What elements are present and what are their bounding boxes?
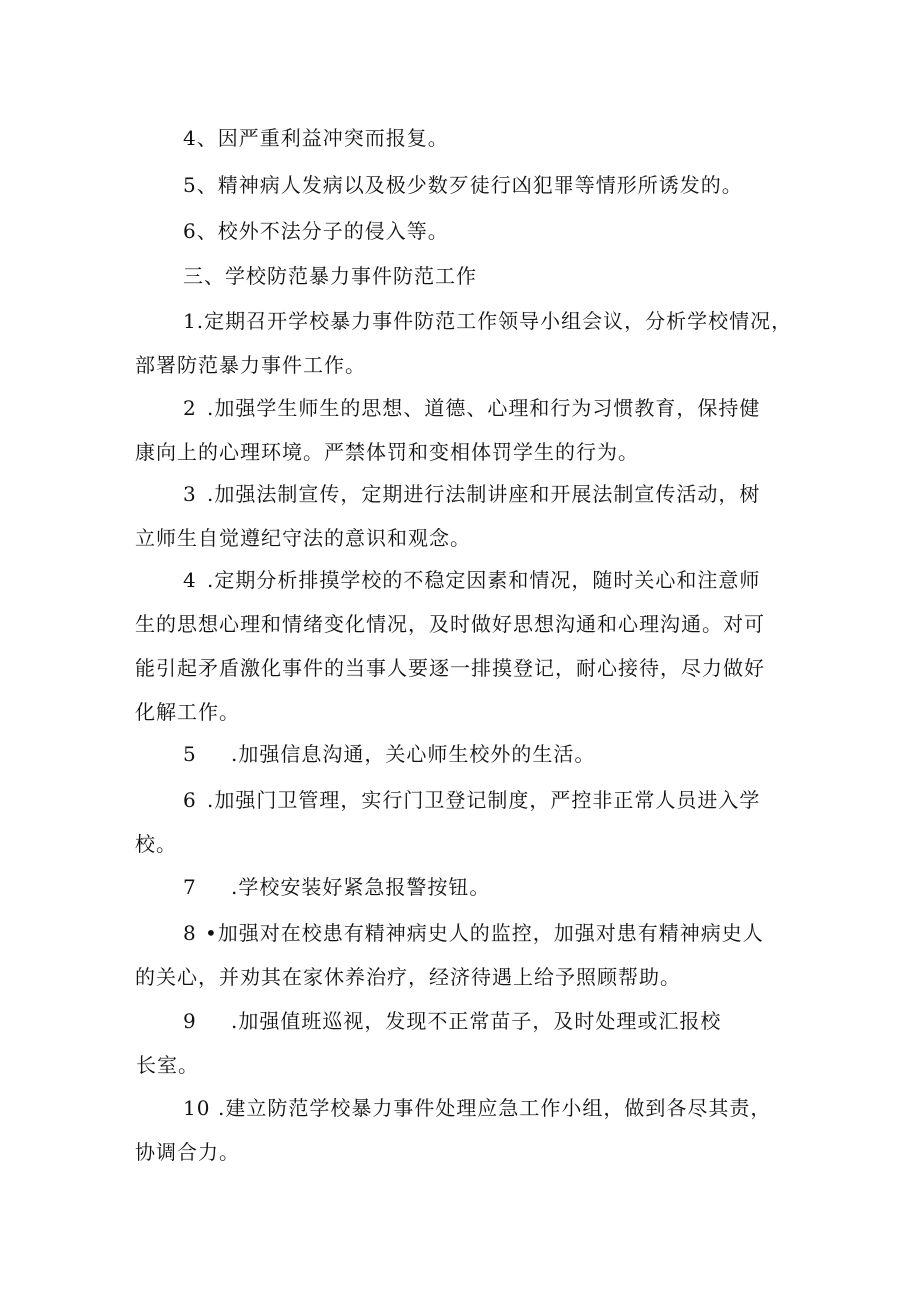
measure-line: 协调合力。: [135, 1140, 240, 1164]
measure-line: .加强值班巡视，发现不正常苗子，及时处理或汇报校: [231, 1009, 722, 1033]
section-title: 三、学校防范暴力事件防范工作: [183, 264, 477, 288]
measure-line: .加强学生师生的思想、道德、心理和行为习惯教育，保持健: [207, 396, 761, 420]
measure-line: 生的思想心理和情绪变化情况，及时做好思想沟通和心理沟通。对可: [135, 612, 765, 636]
measure-number: 6: [183, 788, 197, 812]
measure-line: 化解工作。: [135, 700, 240, 724]
measure-line: 长室。: [136, 1053, 199, 1077]
measure-line: .加强信息沟通，关心师生校外的生活。: [231, 742, 596, 766]
measure-number: 2: [183, 396, 197, 420]
measure-line: 的关心，并劝其在家休养治疗，经济待遇上给予照顾帮助。: [135, 965, 681, 989]
measure-line: .学校安装好紧急报警按钮。: [231, 875, 491, 899]
measure-number: 9: [183, 1009, 197, 1033]
measure-line: 校。: [135, 832, 177, 856]
measure-number: 5: [183, 742, 197, 766]
measure-line: .加强门卫管理，实行门卫登记制度，严控非正常人员进入学: [207, 788, 761, 812]
measure-number: 10: [183, 1096, 211, 1120]
measure-line: 能引起矛盾激化事件的当事人要逐一排摸登记，耐心接待，尽力做好: [135, 656, 765, 680]
measure-number: 3: [183, 482, 197, 506]
measure-line: .建立防范学校暴力事件处理应急工作小组，做到各尽其责，: [218, 1096, 772, 1120]
measure-number: 4: [183, 568, 197, 592]
measure-line: 部署防范暴力事件工作。: [135, 353, 366, 377]
measure-line: 康向上的心理环境。严禁体罚和变相体罚学生的行为。: [135, 440, 639, 464]
measure-line: 立师生自觉遵纪守法的意识和观念。: [135, 526, 471, 550]
measure-line: •加强对在校患有精神病史人的监控，加强对患有精神病史人: [205, 921, 764, 945]
measure-line: .加强法制宣传，定期进行法制讲座和开展法制宣传活动，树: [207, 482, 761, 506]
item-text: 5、精神病人发病以及极少数歹徒行凶犯罪等情形所诱发的。: [183, 173, 743, 197]
measure-line: 1.定期召开学校暴力事件防范工作领导小组会议，分析学校情况，: [183, 309, 793, 333]
item-text: 4、因严重利益冲突而报复。: [183, 126, 449, 150]
measure-line: .定期分析排摸学校的不稳定因素和情况，随时关心和注意师: [207, 568, 761, 592]
measure-number: 8: [183, 921, 197, 945]
measure-number: 7: [183, 875, 197, 899]
item-text: 6、校外不法分子的侵入等。: [183, 219, 449, 243]
